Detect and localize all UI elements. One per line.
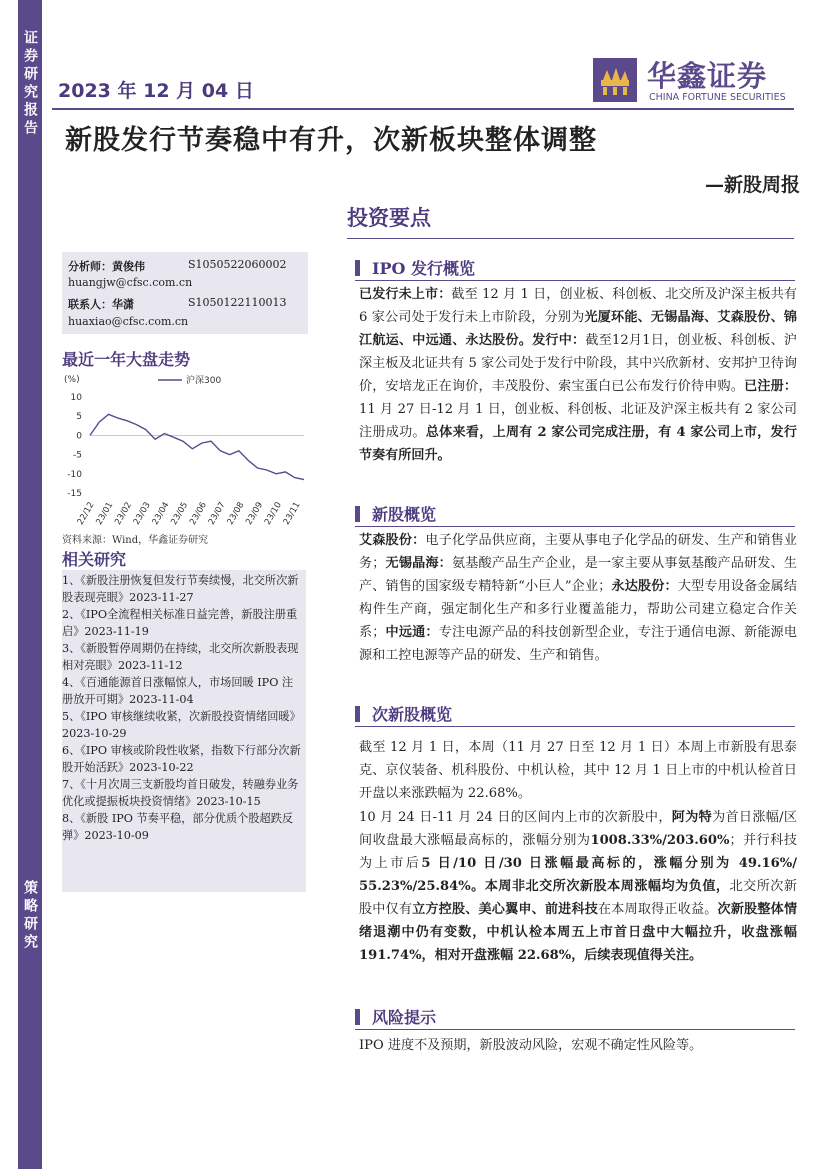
x-tick-label: 23/08 — [225, 500, 247, 527]
header-divider — [52, 108, 794, 110]
subnew-text-e: ；并行科技为上市后 — [359, 833, 798, 871]
ipo-label-registered: 已注册： — [744, 379, 798, 394]
newstock-section-heading — [355, 502, 436, 525]
analyst-label: 分析师：黄俊伟 — [68, 260, 145, 273]
x-tick-label: 23/11 — [281, 500, 303, 527]
company-logo — [593, 54, 793, 106]
related-research-list — [62, 570, 306, 892]
company-yongda-desc: 大型专用设备金属结构件生产商，强定制化生产和多行业覆盖能力，帮助公司建立稳定合作关系； — [359, 579, 798, 640]
contact-label: 联系人：华潇 — [68, 298, 134, 311]
company-aisen-desc: 电子化学品供应商，主要从事电子化学品的研发、生产和销售业务； — [359, 533, 798, 571]
subnew-section-title: 次新股概览 — [372, 705, 453, 724]
y-tick-label: -5 — [73, 450, 82, 461]
section-marker — [355, 260, 360, 276]
analyst-row — [68, 258, 287, 274]
subnew-text-c: 为首日涨幅/区间收盘最大涨幅最高标的，涨幅分别为 — [359, 810, 798, 848]
x-tick-label: 22/12 — [75, 500, 97, 527]
logo-english: CHINA FORTUNE SECURITIES — [649, 92, 786, 103]
x-tick-label: 23/09 — [244, 500, 266, 527]
subnew-paragraph-1: 截至 12 月 1 日，本周（11 月 27 日至 12 月 1 日）本周上市新股有思泰克、京仪装备、机科股份、中机认检，其中 12 月 1 日上市的中机认检首日开盘以来涨跌幅为 22.68%。 — [359, 740, 797, 801]
market-trend-chart — [58, 370, 313, 532]
ipo-paragraph — [359, 283, 797, 467]
subnew-positive-stocks: 立方控股、美心翼申、前进科技 — [412, 902, 599, 917]
y-tick-label: -10 — [67, 469, 82, 480]
risk-section-title: 风险提示 — [372, 1008, 437, 1027]
company-wuxijinghai-desc: 氨基酸产品生产企业，是一家主要从事氨基酸产品研发、生产、销售的国家级专精特新“小巨人”企业； — [359, 556, 798, 594]
ipo-label-pending: 已发行未上市： — [359, 287, 452, 302]
report-date: 2023 年 12 月 04 日 — [58, 80, 254, 102]
y-tick-label: -15 — [67, 489, 82, 499]
contact-row — [68, 296, 287, 312]
risk-paragraph: IPO 进度不及预期，新股波动风险，宏观不确定性风险等。 — [359, 1038, 703, 1053]
related-research-item[interactable]: 2、《IPO全流程相关标准日益完善，新股注册重启》2023-11-19 — [62, 608, 298, 638]
company-zhongyuantong: 中远通： — [385, 625, 439, 640]
related-research-heading: 相关研究 — [62, 550, 127, 569]
left-sidebar — [18, 0, 42, 1169]
subnew-text-f: 5 日/10 日/30 日涨幅最高标的，涨幅分别为 49.16%/ 55.23%/25.84%。本周非北交所次新股本周涨幅均为负值， — [359, 856, 798, 894]
contact-code: S1050122110013 — [188, 296, 287, 309]
section-underline — [355, 1029, 795, 1030]
ipo-text-3: 11 月 27 日-12 月 1 日，创业板、科创板、北证及沪深主板共有 2 家公司注册成功。 — [359, 402, 797, 440]
chart-source: 资料来源：Wind，华鑫证券研究 — [62, 535, 209, 546]
x-tick-label: 23/06 — [188, 500, 209, 527]
sidebar-bottom-label: 策略研究 — [22, 880, 38, 952]
ipo-section-heading — [355, 256, 475, 279]
section-underline — [355, 526, 795, 527]
risk-section-heading — [355, 1005, 436, 1028]
legend-label: 沪深300 — [186, 376, 222, 386]
x-tick-label: 23/02 — [113, 500, 135, 527]
section-marker — [355, 706, 360, 722]
ipo-company-list: 光厦环能、无锡晶海、艾森股份、锦江航运、中远通、永达股份。 — [359, 310, 797, 348]
report-subtitle: —新股周报 — [704, 174, 800, 196]
investment-highlights-heading: 投资要点 — [347, 205, 431, 230]
logo-mark-icon — [593, 58, 637, 102]
x-tick-label: 23/04 — [150, 500, 172, 527]
ipo-text-2: 截至12月1日，创业板、科创板、沪深主板及北证共有 5 家公司处于发行中阶段，其中兴欣新材、安邦护卫待询价，安培龙正在询价，丰茂股份、索宝蛋白已公布发行价待申购。 — [359, 333, 798, 394]
subnew-text-g: 北交所次新股中仅有 — [359, 879, 797, 917]
newstock-paragraph — [359, 529, 797, 667]
subnew-text-a: 10 月 24 日-11 月 24 日的区间内上市的次新股中， — [359, 810, 672, 825]
company-yongda: 永达股份： — [611, 579, 678, 594]
section-underline — [355, 280, 795, 281]
y-tick-label: 10 — [70, 393, 82, 403]
related-research-item[interactable]: 3、《新股暂停周期仍在持续，北交所次新股表现相对亮眼》2023-11-12 — [62, 642, 299, 672]
subnew-gain-values: 1008.33%/203.60% — [590, 833, 730, 848]
related-research-item[interactable]: 5、《IPO 审核继续收紧，次新股投资情绪回暖》2023-10-29 — [62, 710, 301, 740]
x-tick-label: 23/01 — [94, 500, 116, 527]
subnew-stock-aweite: 阿为特 — [671, 810, 713, 825]
sidebar-top-label: 证券研究报告 — [22, 30, 38, 138]
company-aisen: 艾森股份： — [359, 533, 426, 548]
related-research-item[interactable]: 6、《IPO 审核或阶段性收紧，指数下行部分次新股开始活跃》2023-10-22 — [62, 744, 301, 774]
newstock-section-title: 新股概览 — [372, 505, 437, 524]
subnew-paragraph-2 — [359, 806, 797, 967]
report-title: 新股发行节奏稳中有升，次新板块整体调整 — [65, 125, 597, 156]
related-research-item[interactable]: 4、《百通能源首日涨幅惊人，市场回暖 IPO 注册放开可期》2023-11-04 — [62, 676, 294, 706]
related-research-item[interactable]: 8、《新股 IPO 节奏平稳，部分优质个股超跌反弹》2023-10-09 — [62, 812, 294, 842]
x-tick-label: 23/10 — [262, 500, 284, 527]
logo-chinese: 华鑫证券 — [647, 59, 768, 93]
section-marker — [355, 1009, 360, 1025]
company-wuxijinghai: 无锡晶海： — [385, 556, 452, 571]
y-axis-unit: (%) — [64, 375, 80, 385]
section-divider — [347, 238, 794, 239]
section-underline — [355, 726, 795, 727]
x-tick-label: 23/03 — [131, 500, 153, 527]
ipo-text-1: 截至 12 月 1 日，创业板、科创板、北交所及沪深主板共有 6 家公司处于发行未上市阶段，分别为 — [359, 287, 798, 325]
section-marker — [355, 506, 360, 522]
analyst-box — [62, 252, 308, 334]
series-line-hs300 — [90, 414, 304, 479]
subnew-summary: 次新股整体情绪退潮中仍有变数，中机认检本周五上市首日盘中大幅拉升，收盘涨幅 191.74%，相对开盘涨幅 22.68%，后续表现值得关注。 — [359, 902, 798, 963]
ipo-section-title: IPO 发行概览 — [372, 259, 476, 278]
ipo-summary: 总体来看，上周有 2 家公司完成注册，有 4 家公司上市，发行节奏有所回升。 — [359, 425, 797, 463]
chart-title: 最近一年大盘走势 — [62, 350, 191, 369]
contact-email[interactable]: huaxiao@cfsc.com.cn — [68, 315, 189, 328]
y-tick-label: 5 — [76, 412, 82, 423]
analyst-email[interactable]: huangjw@cfsc.com.cn — [68, 276, 193, 289]
subnew-text-i: 在本周取得正收益。 — [598, 902, 718, 917]
y-tick-label: 0 — [76, 431, 82, 442]
company-zhongyuantong-desc: 专注电源产品的科技创新型企业，专注于通信电源、新能源电源和工控电源等产品的研发、生产和销售。 — [359, 625, 798, 663]
ipo-label-issuing: 发行中： — [532, 333, 586, 348]
analyst-code: S1050522060002 — [188, 258, 287, 271]
x-tick-label: 23/07 — [206, 500, 228, 527]
x-tick-label: 23/05 — [169, 500, 191, 527]
subnew-section-heading — [355, 702, 452, 725]
related-research-item[interactable]: 7、《十月次周三支新股均首日破发，转融券业务优化或提振板块投资情绪》2023-10-15 — [62, 778, 299, 808]
related-research-item[interactable]: 1、《新股注册恢复但发行节奏续慢，北交所次新股表现亮眼》2023-11-27 — [62, 574, 299, 604]
